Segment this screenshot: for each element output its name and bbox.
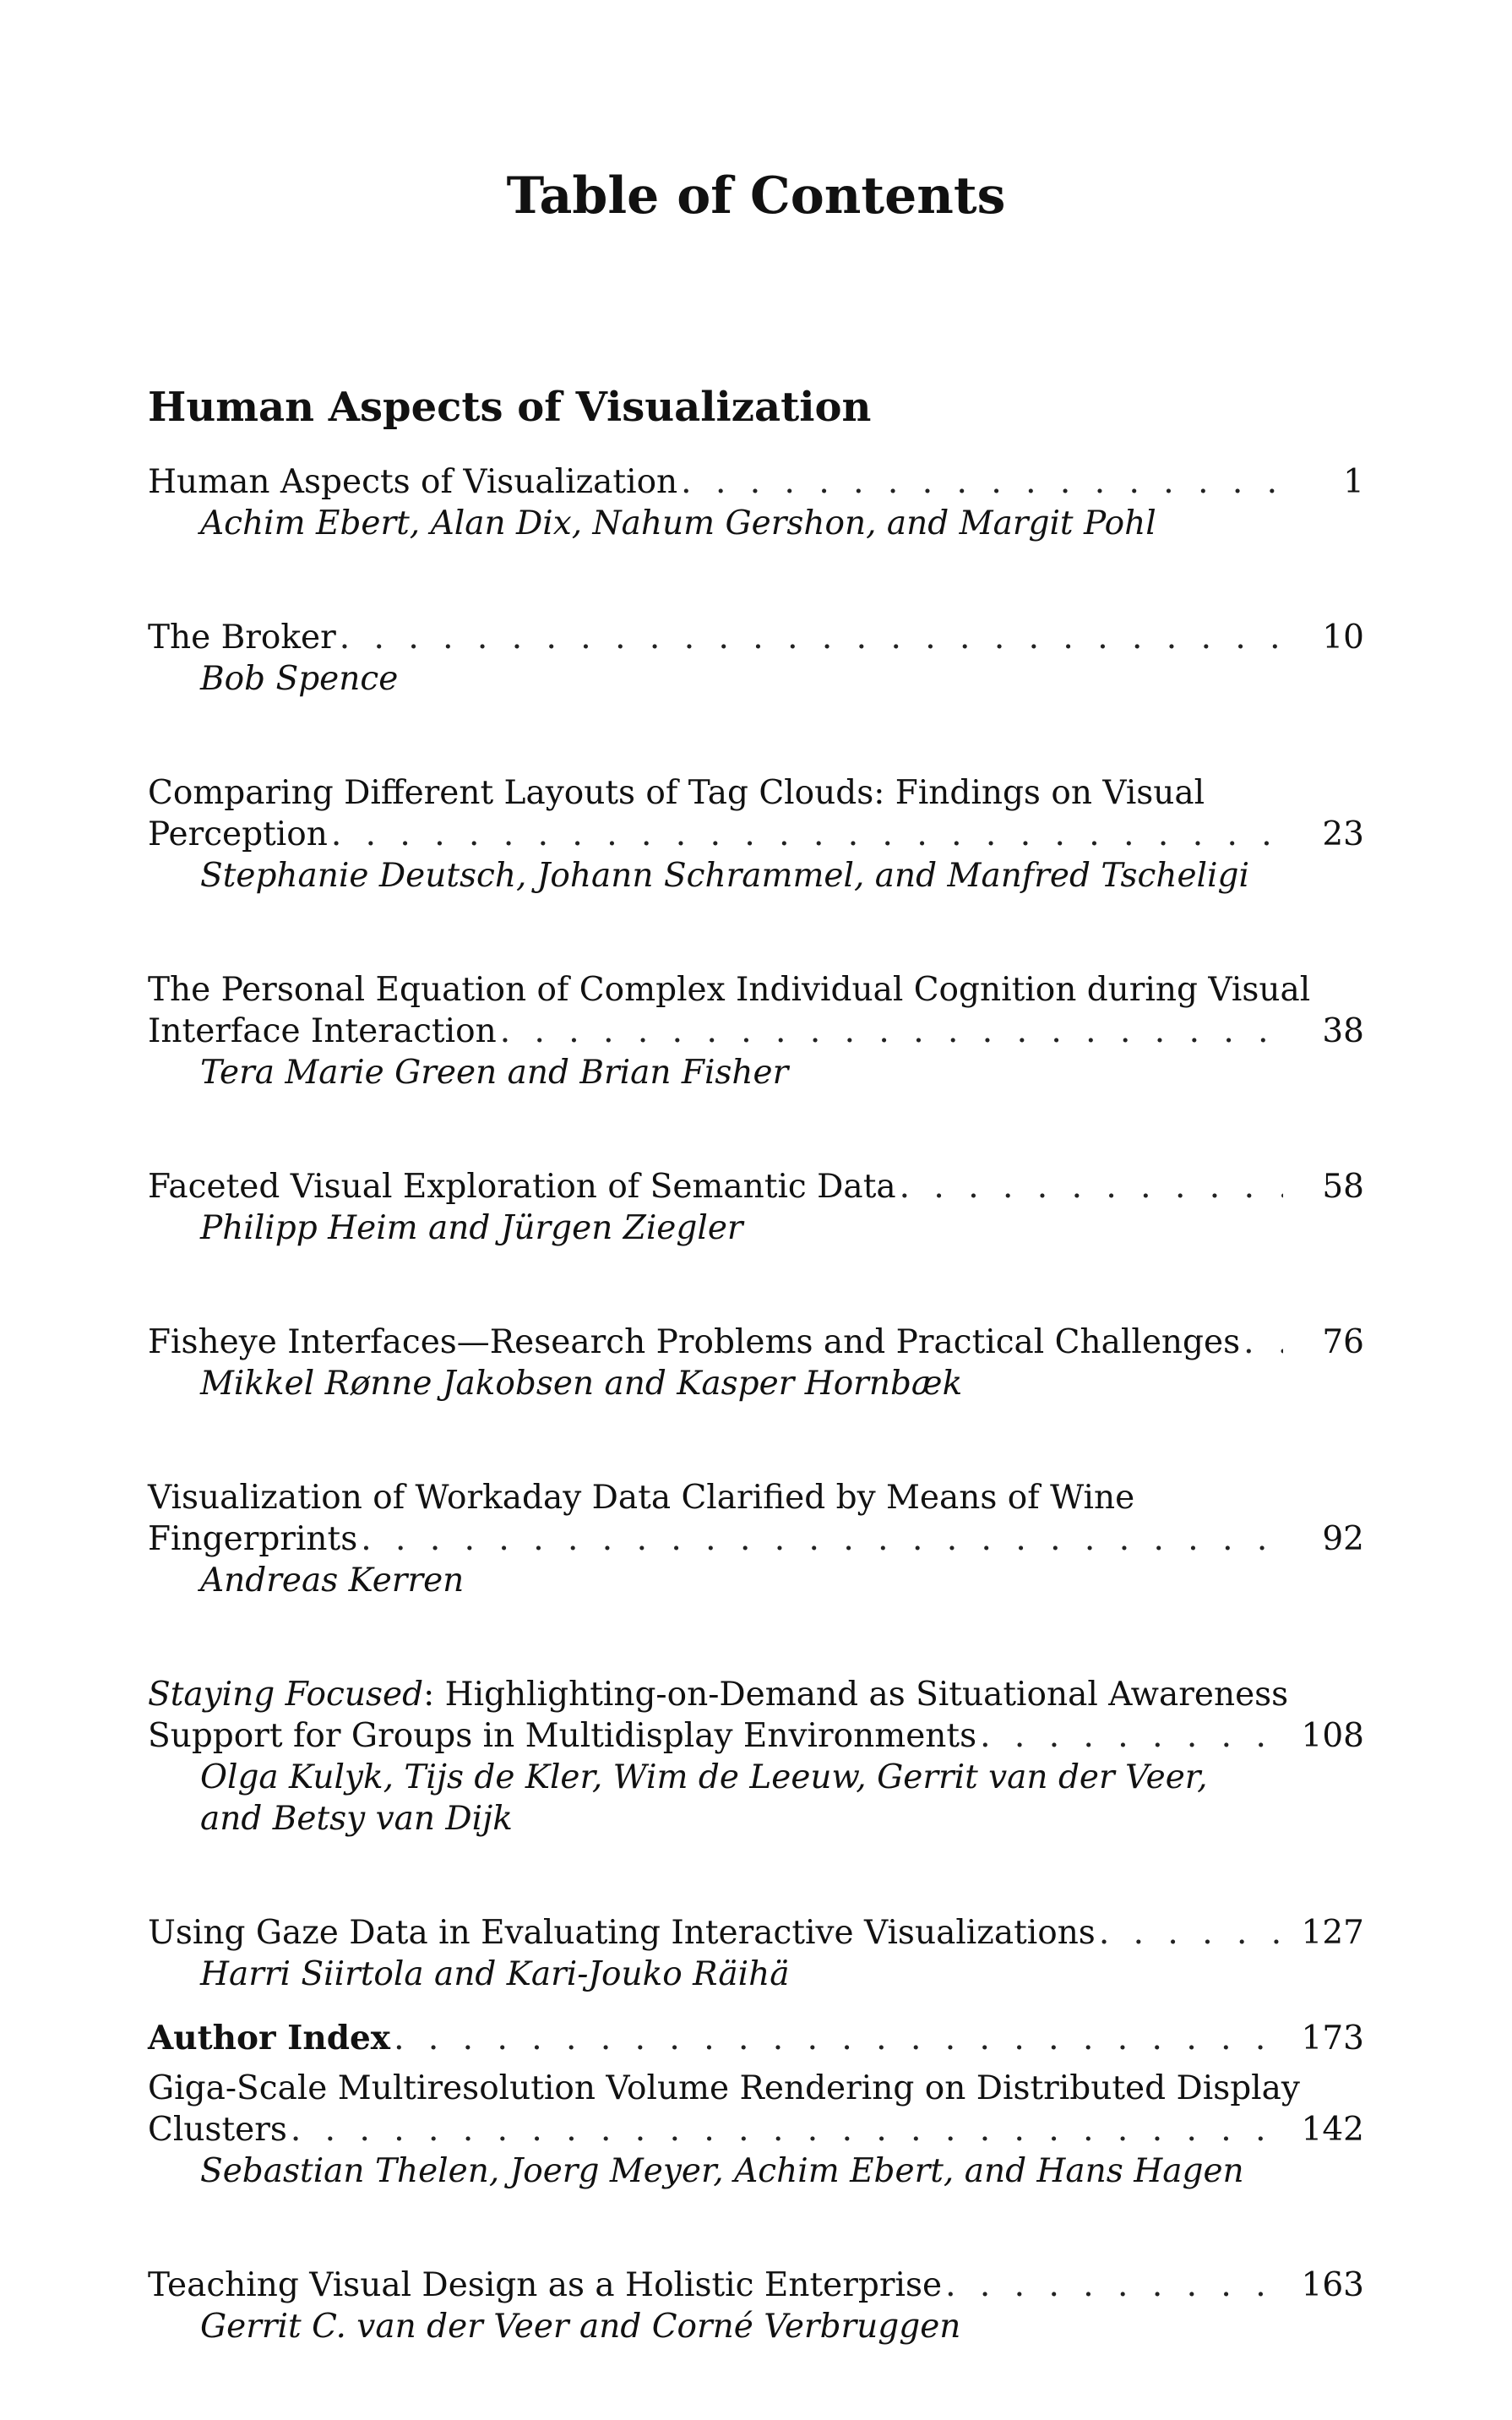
dot-leader — [1243, 1322, 1283, 1363]
toc-entry-title[interactable]: The Broker — [148, 619, 336, 657]
toc-entry-authors: Bob Spence — [200, 660, 399, 698]
toc-entry-authors: Philipp Heim and Jürgen Ziegler — [200, 1209, 743, 1247]
toc-entry-title[interactable]: Fisheye Interfaces—Research Problems and Practical Challenges — [148, 1323, 1241, 1361]
toc-entry-page[interactable]: 127 — [1301, 1914, 1364, 1952]
toc-entry[interactable] — [148, 2265, 1364, 2347]
toc-entry-page[interactable]: 76 — [1322, 1323, 1364, 1361]
toc-entry-title-rest: : Highlighting-on-Demand as Situational Awareness — [423, 1676, 1289, 1714]
dot-leader — [340, 617, 1283, 658]
dot-leader — [681, 461, 1283, 503]
toc-entry-title-row — [148, 2265, 1364, 2306]
toc-entry[interactable] — [148, 617, 1364, 700]
dot-leader — [291, 2109, 1283, 2150]
toc-list — [148, 461, 1364, 2420]
toc-entry-title-row — [148, 2109, 1364, 2150]
toc-entry-title-row — [148, 1518, 1364, 1560]
toc-entry-page[interactable]: 10 — [1322, 619, 1364, 657]
toc-entry-title-row — [148, 1322, 1364, 1363]
dot-leader — [945, 2265, 1283, 2306]
toc-entry-title-row — [148, 461, 1364, 503]
toc-entry-page[interactable]: 92 — [1322, 1520, 1364, 1558]
toc-entry-title[interactable]: Interface Interaction — [148, 1012, 497, 1050]
page-title: Table of Contents — [506, 166, 1006, 226]
toc-entry-authors: Gerrit C. van der Veer and Corné Verbruggen — [200, 2308, 961, 2346]
section-heading: Human Aspects of Visualization — [148, 384, 872, 431]
toc-entry-title-first-line[interactable]: Comparing Different Layouts of Tag Clouds: Findings on Visual — [148, 774, 1205, 812]
toc-entry-title-first-line[interactable]: Giga-Scale Multiresolution Volume Rendering on Distributed Display — [148, 2069, 1300, 2107]
dot-leader — [331, 814, 1283, 855]
toc-entry-title[interactable]: Support for Groups in Multidisplay Environments — [148, 1717, 977, 1755]
toc-entry[interactable] — [148, 1322, 1364, 1404]
toc-entry-title-row — [148, 1912, 1364, 1954]
toc-entry[interactable] — [148, 1674, 1364, 1840]
toc-entry-authors: Tera Marie Green and Brian Fisher — [200, 1054, 789, 1092]
toc-entry-title[interactable]: Teaching Visual Design as a Holistic Enterprise — [148, 2266, 943, 2304]
toc-entry-title-italic: Staying Focused — [148, 1676, 424, 1714]
toc-entry-authors: Sebastian Thelen, Joerg Meyer, Achim Ebert, and Hans Hagen — [200, 2152, 1244, 2190]
toc-entry-authors: Mikkel Rønne Jakobsen and Kasper Hornbæk — [200, 1365, 963, 1403]
toc-entry-authors: Harri Siirtola and Kari-Jouko Räihä — [200, 1955, 790, 1993]
toc-entry-title-row — [148, 1011, 1364, 1052]
dot-leader — [900, 1166, 1283, 1207]
toc-entry[interactable] — [148, 2068, 1364, 2192]
toc-entry-authors: Stephanie Deutsch, Johann Schrammel, and Manfred Tscheligi — [200, 857, 1249, 895]
toc-entry-page[interactable]: 163 — [1301, 2266, 1364, 2304]
toc-entry[interactable] — [148, 969, 1364, 1093]
toc-entry-title-row — [148, 1166, 1364, 1207]
author-index-row — [148, 2018, 1364, 2059]
dot-leader — [394, 2018, 1283, 2059]
toc-entry-title-row — [148, 814, 1364, 855]
toc-entry[interactable] — [148, 772, 1364, 897]
toc-entry-page[interactable]: 108 — [1301, 1717, 1364, 1755]
toc-entry-title[interactable]: Fingerprints — [148, 1520, 358, 1558]
toc-entry-title-row — [148, 1715, 1364, 1757]
dot-leader — [500, 1011, 1283, 1052]
toc-entry-title-first-line[interactable]: Visualization of Workaday Data Clarified by Means of Wine — [148, 1479, 1135, 1517]
toc-entry-authors: Andreas Kerren — [200, 1562, 465, 1600]
toc-entry[interactable] — [148, 1912, 1364, 1995]
toc-entry[interactable] — [148, 1166, 1364, 1249]
toc-entry-authors: Olga Kulyk, Tijs de Kler, Wim de Leeuw, Gerrit van der Veer, and Betsy van Dijk — [200, 1758, 1208, 1838]
toc-entry-title[interactable]: Perception — [148, 815, 328, 853]
toc-entry[interactable] — [148, 1477, 1364, 1601]
toc-entry-page[interactable]: 38 — [1322, 1012, 1364, 1050]
toc-entry[interactable] — [148, 461, 1364, 544]
toc-entry-page[interactable]: 1 — [1343, 463, 1364, 501]
toc-entry-title-row — [148, 617, 1364, 658]
dot-leader — [1099, 1912, 1283, 1954]
toc-entry-page[interactable]: 58 — [1322, 1168, 1364, 1206]
toc-entry-title[interactable]: Clusters — [148, 2111, 287, 2149]
toc-entry-page[interactable]: 142 — [1301, 2111, 1364, 2149]
toc-entry-title[interactable]: Faceted Visual Exploration of Semantic Data — [148, 1168, 896, 1206]
toc-entry-title[interactable]: Using Gaze Data in Evaluating Interactive Visualizations — [148, 1914, 1096, 1952]
toc-entry-page[interactable]: 23 — [1322, 815, 1364, 853]
toc-entry-title-first-line[interactable] — [148, 1674, 1364, 1715]
toc-entry-title-first-line[interactable]: The Personal Equation of Complex Individual Cognition during Visual — [148, 971, 1311, 1009]
toc-entry-title[interactable]: Human Aspects of Visualization — [148, 463, 678, 501]
dot-leader — [980, 1715, 1283, 1757]
dot-leader — [361, 1518, 1283, 1560]
author-index-entry[interactable] — [148, 2018, 1364, 2059]
toc-entry-authors: Achim Ebert, Alan Dix, Nahum Gershon, and Margit Pohl — [200, 504, 1156, 542]
author-index-label[interactable]: Author Index — [148, 2019, 391, 2058]
author-index-page[interactable]: 173 — [1301, 2019, 1364, 2058]
